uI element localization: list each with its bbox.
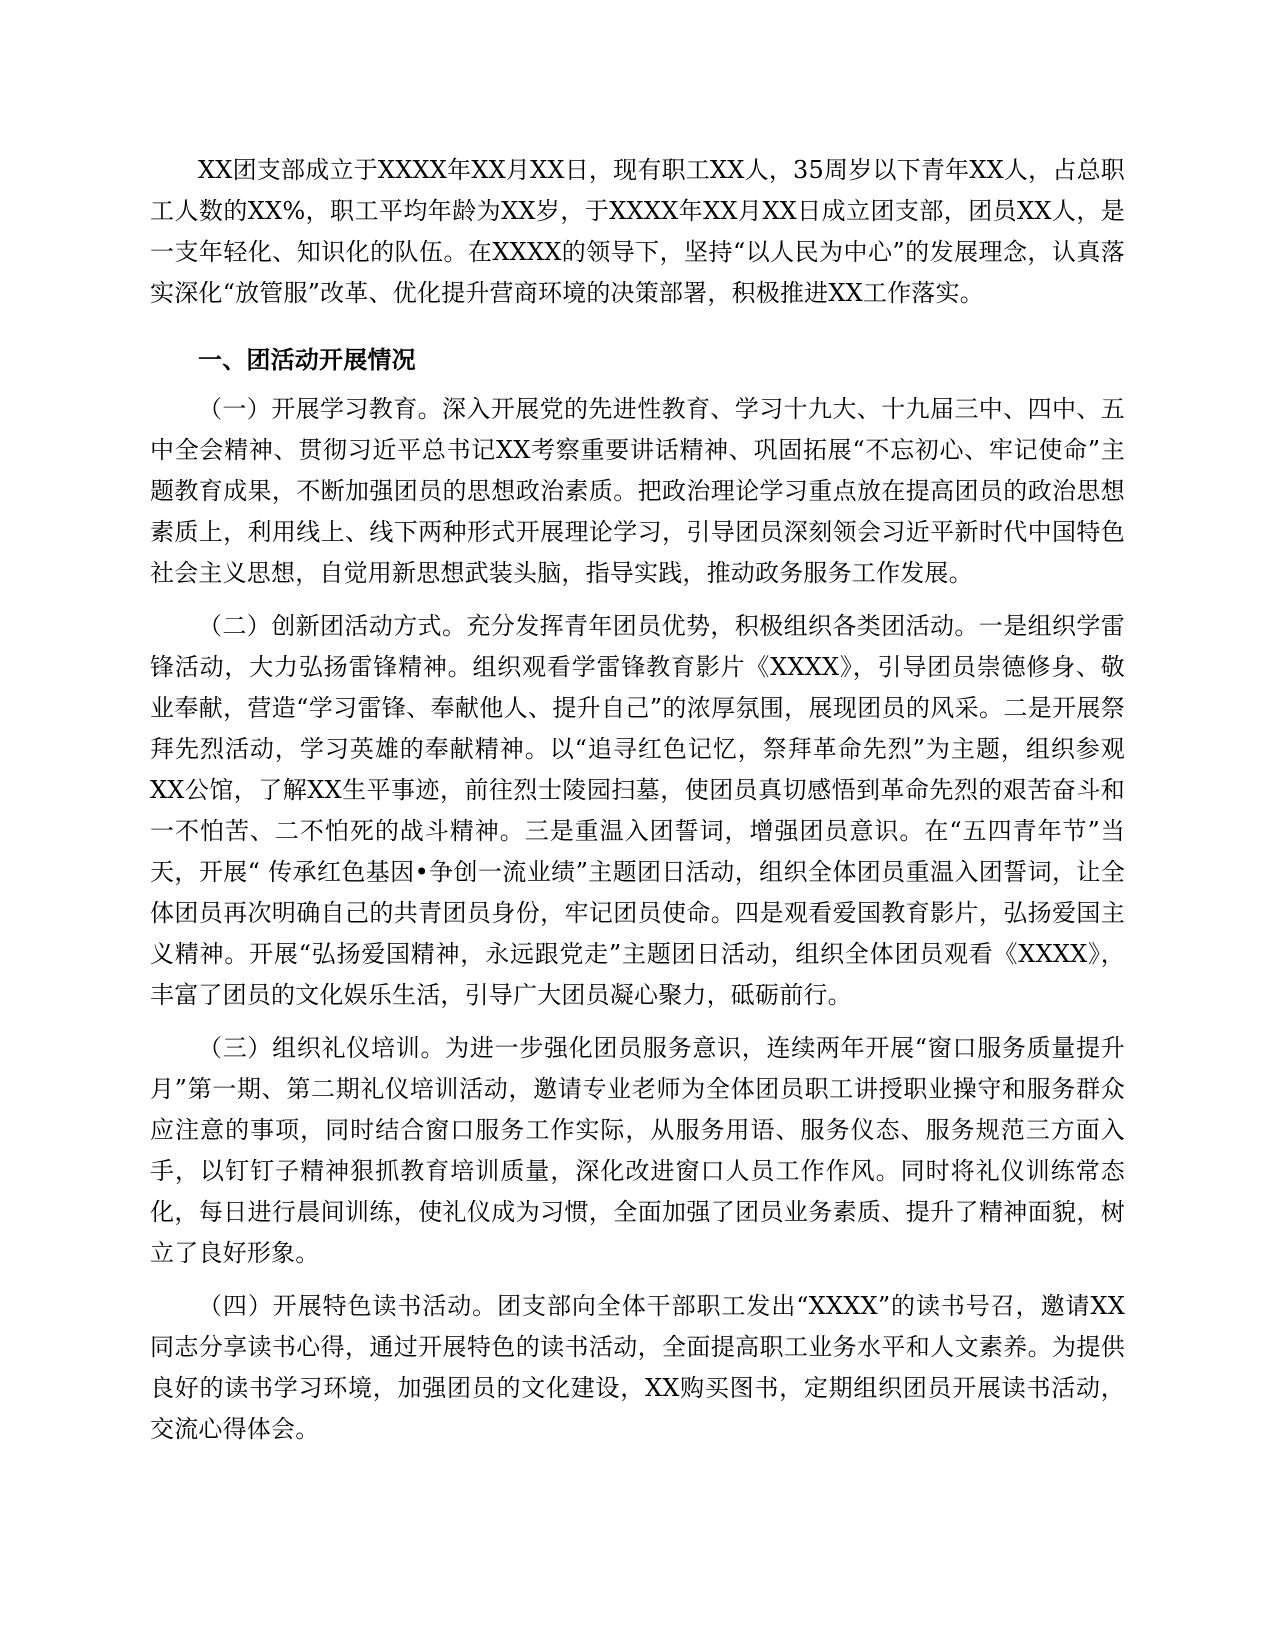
document-body xyxy=(150,150,1125,1450)
spacer xyxy=(150,1016,1125,1028)
section-2-paragraph: （二）创新团活动方式。充分发挥青年团员优势，积极组织各类团活动。一是组织学雷锋活动，大力弘扬雷锋精神。组织观看学雷锋教育影片《XXXX》，引导团员崇德修身、敬业奉献，营造“学习雷锋、奉献他人、提升自己”的浓厚氛围，展现团员的风采。二是开展祭拜先烈活动，学习英雄的奉献精神。以“追寻红色记忆，祭拜革命先烈”为主题，组织参观XX公馆，了解XX生平事迹，前往烈士陵园扫墓，使团员真切感悟到革命先烈的艰苦奋斗和一不怕苦、二不怕死的战斗精神。三是重温入团誓词，增强团员意识。在“五四青年节”当天，开展“ 传承红色基因•争创一流业绩”主题团日活动，组织全体团员重温入团誓词，让全体团员再次明确自己的共青团员身份，牢记团员使命。四是观看爱国教育影片，弘扬爱国主义精神。开展“弘扬爱国精神，永远跟党走”主题团日活动，组织全体团员观看《XXXX》，丰富了团员的文化娱乐生活，引导广大团员凝心聚力，砥砺前行。 xyxy=(150,612,1125,1009)
section-heading: 一、团活动开展情况 xyxy=(198,346,416,374)
section-3-paragraph: （三）组织礼仪培训。为进一步强化团员服务意识，连续两年开展“窗口服务质量提升月”第一期、第二期礼仪培训活动，邀请专业老师为全体团员职工讲授职业操守和服务群众应注意的事项，同时结合窗口服务工作实际，从服务用语、服务仪态、服务规范三方面入手，以钉钉子精神狠抓教育培训质量，深化改进窗口人员工作作风。同时将礼仪训练常态化，每日进行晨间训练，使礼仪成为习惯，全面加强了团员业务素质、提升了精神面貌，树立了良好形象。 xyxy=(150,1034,1125,1267)
spacer xyxy=(150,1274,1125,1286)
section-4-paragraph: （四）开展特色读书活动。团支部向全体干部职工发出“XXXX”的读书号召，邀请XX同志分享读书心得，通过开展特色的读书活动，全面提高职工业务水平和人文素养。为提供良好的读书学习环境，加强团员的文化建设，XX购买图书，定期组织团员开展读书活动，交流心得体会。 xyxy=(150,1292,1125,1443)
intro-paragraph: XX团支部成立于XXXX年XX月XX日，现有职工XX人，35周岁以下青年XX人，占总职工人数的XX%，职工平均年龄为XX岁，于XXXX年XX月XX日成立团支部，团员XX人，是一支年轻化、知识化的队伍。在XXXX的领导下，坚持“以人民为中心”的发展理念，认真落实深化“放管服”改革、优化提升营商环境的决策部署，积极推进XX工作落实。 xyxy=(150,156,1125,307)
spacer xyxy=(150,594,1125,606)
section-1-paragraph: （一）开展学习教育。深入开展党的先进性教育、学习十九大、十九届三中、四中、五中全会精神、贯彻习近平总书记XX考察重要讲话精神、巩固拓展“不忘初心、牢记使命”主题教育成果，不断加强团员的思想政治素质。把政治理论学习重点放在提高团员的政治思想素质上，利用线上、线下两种形式开展理论学习，引导团员深刻领会习近平新时代中国特色社会主义思想，自觉用新思想武装头脑，指导实践，推动政务服务工作发展。 xyxy=(150,395,1125,587)
spacer xyxy=(150,314,1125,326)
